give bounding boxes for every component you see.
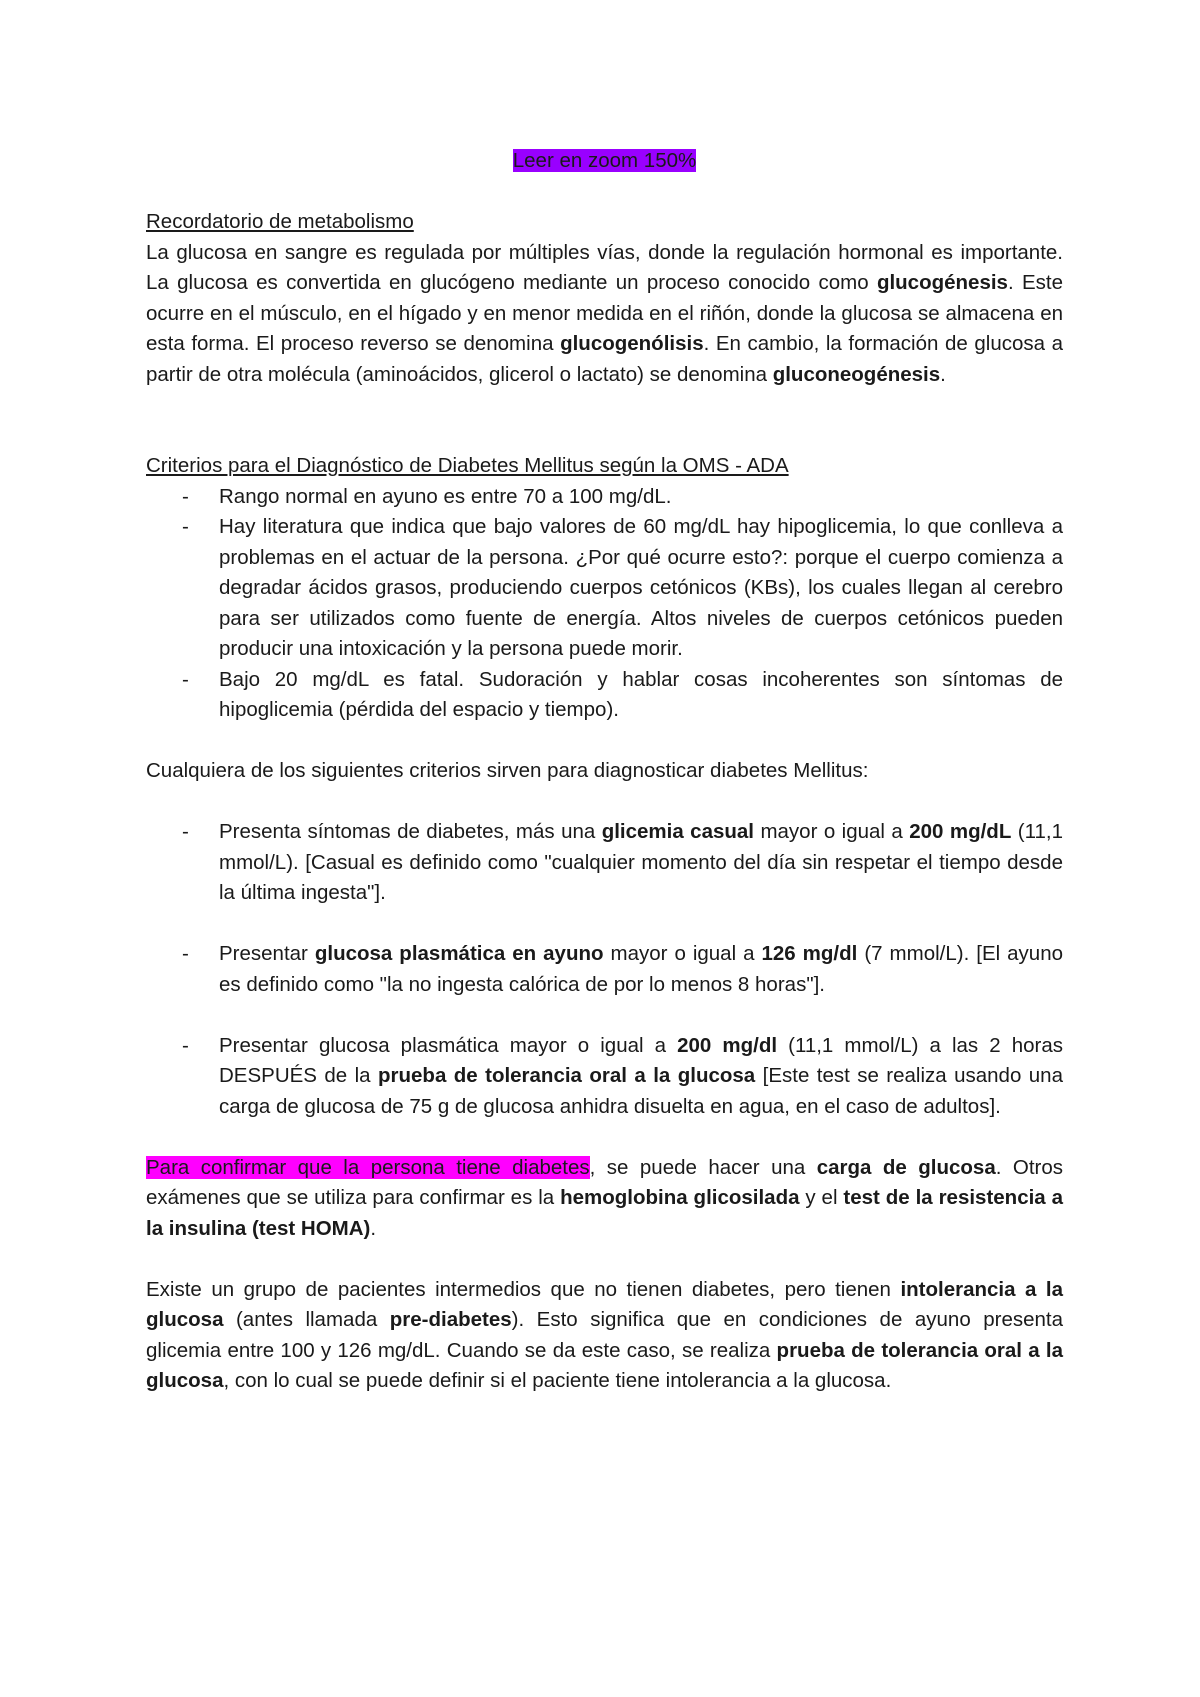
diagnosis-criteria-heading: Criterios para el Diagnóstico de Diabetes Mellitus según la OMS - ADA (146, 454, 789, 477)
document-page (146, 146, 1063, 1397)
criterion-casual-glycemia: - Presenta síntomas de diabetes, más una glicemia casual mayor o igual a 200 mg/dL (11,1 mmol/L). [Casual es definido como "cualquier momento del día sin respetar el tiempo desde la última ingesta"]. (182, 820, 1063, 904)
metabolism-heading: Recordatorio de metabolismo (146, 210, 414, 233)
list-item: - Rango normal en ayuno es entre 70 a 100 mg/dL. (182, 484, 672, 508)
metabolism-paragraph: La glucosa en sangre es regulada por múltiples vías, donde la regulación hormonal es importante. La glucosa es convertida en glucógeno mediante un proceso conocido como glucogénesis. Este ocurre en el músculo, en el hígado y en menor medida en el riñón, donde la glucosa se almacena en esta forma. El proceso reverso se denomina glucogenólisis. En cambio, la formación de glucosa a partir de otra molécula (aminoácidos, glicerol o lactato) se denomina gluconeogénesis. (146, 240, 1064, 386)
intolerance-paragraph: Existe un grupo de pacientes intermedios que no tienen diabetes, pero tienen intolerancia a la glucosa (antes llamada pre-diabetes). Esto significa que en condiciones de ayuno presenta glicemia entre 100 y 126 mg/dL. Cuando se da este caso, se realiza prueba de tolerancia oral a la glucosa, con lo cual se puede definir si el paciente tiene intolerancia a la glucosa. (146, 1277, 1064, 1392)
term-glucogenesis: glucogénesis (876, 271, 1008, 294)
term-glucogenolisis: glucogenólisis (560, 332, 704, 355)
zoom-note-line (146, 146, 1063, 177)
criteria-intro: Cualquiera de los siguientes criterios sirven para diagnosticar diabetes Mellitus: (146, 759, 869, 782)
criteria-list (146, 482, 1063, 726)
zoom-note: Leer en zoom 150% (512, 149, 697, 172)
confirmation-paragraph: Para confirmar que la persona tiene diabetes, se puede hacer una carga de glucosa. Otros exámenes que se utiliza para confirmar es la hemoglobina glicosilada y el test de la resistencia a la insulina (test HOMA). (146, 1155, 1063, 1240)
term-gluconeogenesis: gluconeogénesis (772, 362, 941, 386)
highlighted-phrase: Para confirmar que la persona tiene diabetes (146, 1155, 590, 1179)
diagnosis-criteria-list (146, 817, 1063, 1122)
criterion-fasting-glucose: - Presentar glucosa plasmática en ayuno mayor o igual a 126 mg/dl (7 mmol/L). [El ayuno es definido como "la no ingesta calórica de por lo menos 8 horas"]. (182, 942, 1064, 996)
list-item: - Hay literatura que indica que bajo valores de 60 mg/dL hay hipoglicemia, lo que conlleva a problemas en el actuar de la persona. ¿Por qué ocurre esto?: porque el cuerpo comienza a degradar ácidos grasos, produciendo cuerpos cetónicos (KBs), los cuales llegan al cerebro para ser utilizados como fuente de energía. Altos niveles de cuerpos cetónicos pueden producir una intoxicación y la persona puede morir. (182, 515, 1063, 660)
list-item: - Bajo 20 mg/dL es fatal. Sudoración y hablar cosas incoherentes son síntomas de hipoglicemia (pérdida del espacio y tiempo). (182, 667, 1063, 721)
criterion-ogtt: - Presentar glucosa plasmática mayor o igual a 200 mg/dl (11,1 mmol/L) a las 2 horas DESPUÉS de la prueba de tolerancia oral a la glucosa [Este test se realiza usando una carga de glucosa de 75 g de glucosa anhidra disuelta en agua, en el caso de adultos]. (182, 1033, 1064, 1118)
